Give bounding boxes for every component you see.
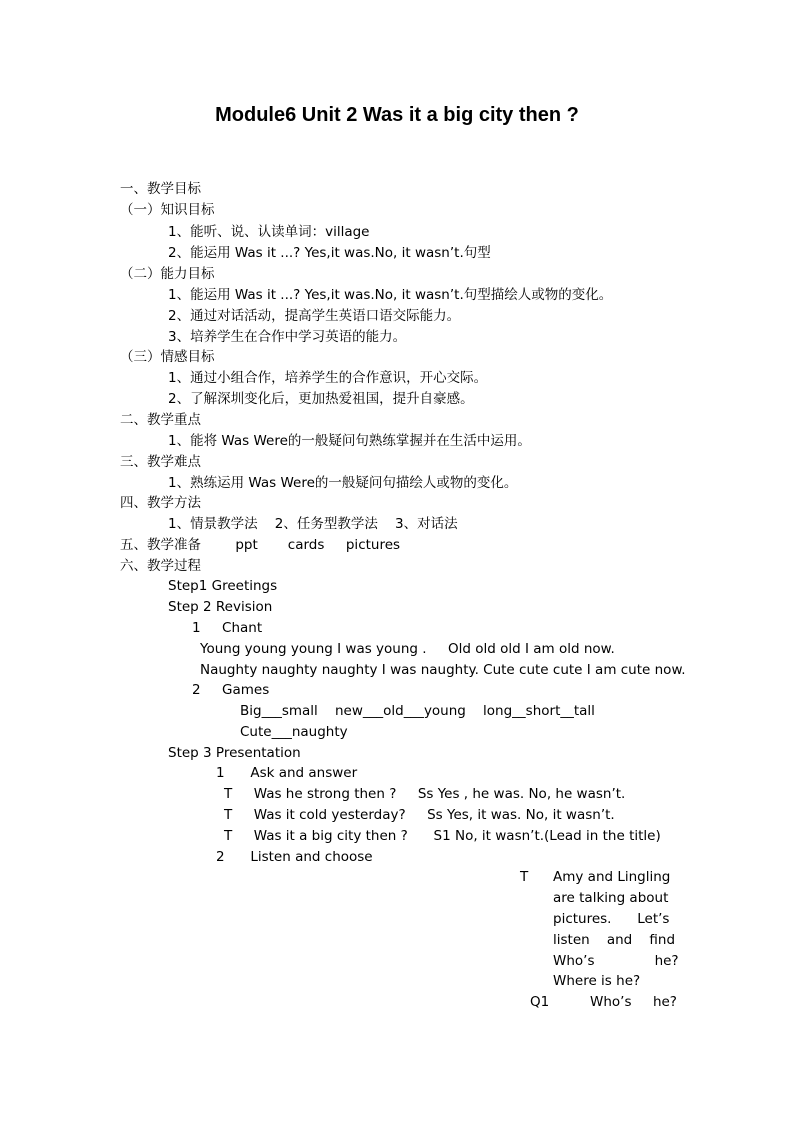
listen-choose-label: 2 Listen and choose: [216, 849, 373, 865]
subheading-ability: （二）能力目标: [120, 266, 215, 282]
qa-line-3: T Was it a big city then ? S1 No, it wasn’t.(Lead in the title): [224, 828, 661, 844]
sidebar-line-3: pictures. Let’s: [553, 911, 670, 927]
page-title: Module6 Unit 2 Was it a big city then ?: [215, 104, 579, 126]
sidebar-line-5: Who’s he?: [553, 953, 679, 969]
key-point-item-1: 1、能将 Was Were的一般疑问句熟练掌握并在生活中运用。: [168, 433, 531, 449]
subheading-knowledge: （一）知识目标: [120, 202, 215, 218]
ask-answer-label: 1 Ask and answer: [216, 765, 358, 781]
sidebar-line-6: Where is he?: [553, 973, 641, 989]
step3-presentation: Step 3 Presentation: [168, 745, 301, 761]
sidebar-line-1: Amy and Lingling: [553, 869, 671, 885]
teacher-label: T: [520, 869, 529, 885]
chant-line-1: Young young young I was young . Old old old I am old now.: [200, 641, 615, 657]
step2-revision: Step 2 Revision: [168, 599, 273, 615]
section-heading-preparation: 五、教学准备 ppt cards pictures: [120, 537, 401, 553]
qa-line-1: T Was he strong then ? Ss Yes , he was. No, he wasn’t.: [224, 786, 626, 802]
section-heading-difficulties: 三、教学难点: [120, 454, 201, 470]
emotion-item-1: 1、通过小组合作，培养学生的合作意识，开心交际。: [168, 370, 488, 386]
ability-item-3: 3、培养学生在合作中学习英语的能力。: [168, 329, 407, 345]
section-heading-key-points: 二、教学重点: [120, 412, 201, 428]
difficulty-item-1: 1、熟练运用 Was Were的一般疑问句描绘人或物的变化。: [168, 475, 518, 491]
section-heading-methods: 四、教学方法: [120, 495, 201, 511]
games-line-2: Cute___naughty: [240, 724, 348, 740]
ability-item-2: 2、通过对话活动，提高学生英语口语交际能力。: [168, 308, 461, 324]
sidebar-line-4: listen and find: [553, 932, 676, 948]
methods-list: 1、情景教学法 2、任务型教学法 3、对话法: [168, 516, 458, 532]
step1-greetings: Step1 Greetings: [168, 578, 278, 594]
games-label: 2 Games: [192, 682, 270, 698]
games-line-1: Big___small new___old___young long__short__tall: [240, 703, 595, 719]
ability-item-1: 1、能运用 Was it ...? Yes,it was.No, it wasn’t.句型描绘人或物的变化。: [168, 287, 613, 303]
subheading-emotion: （三）情感目标: [120, 349, 215, 365]
knowledge-item-1: 1、能听、说、认读单词：village: [168, 224, 370, 240]
section-heading-objectives: 一、教学目标: [120, 181, 201, 197]
chant-line-2: Naughty naughty naughty I was naughty. Cute cute cute I am cute now.: [200, 662, 686, 678]
chant-label: 1 Chant: [192, 620, 263, 636]
question-1-text: Who’s he?: [590, 994, 677, 1010]
section-heading-process: 六、教学过程: [120, 558, 201, 574]
question-1-label: Q1: [530, 994, 550, 1010]
emotion-item-2: 2、了解深圳变化后，更加热爱祖国，提升自豪感。: [168, 391, 474, 407]
sidebar-line-2: are talking about: [553, 890, 669, 906]
qa-line-2: T Was it cold yesterday? Ss Yes, it was. No, it wasn’t.: [224, 807, 615, 823]
knowledge-item-2: 2、能运用 Was it ...? Yes,it was.No, it wasn’t.句型: [168, 245, 491, 261]
